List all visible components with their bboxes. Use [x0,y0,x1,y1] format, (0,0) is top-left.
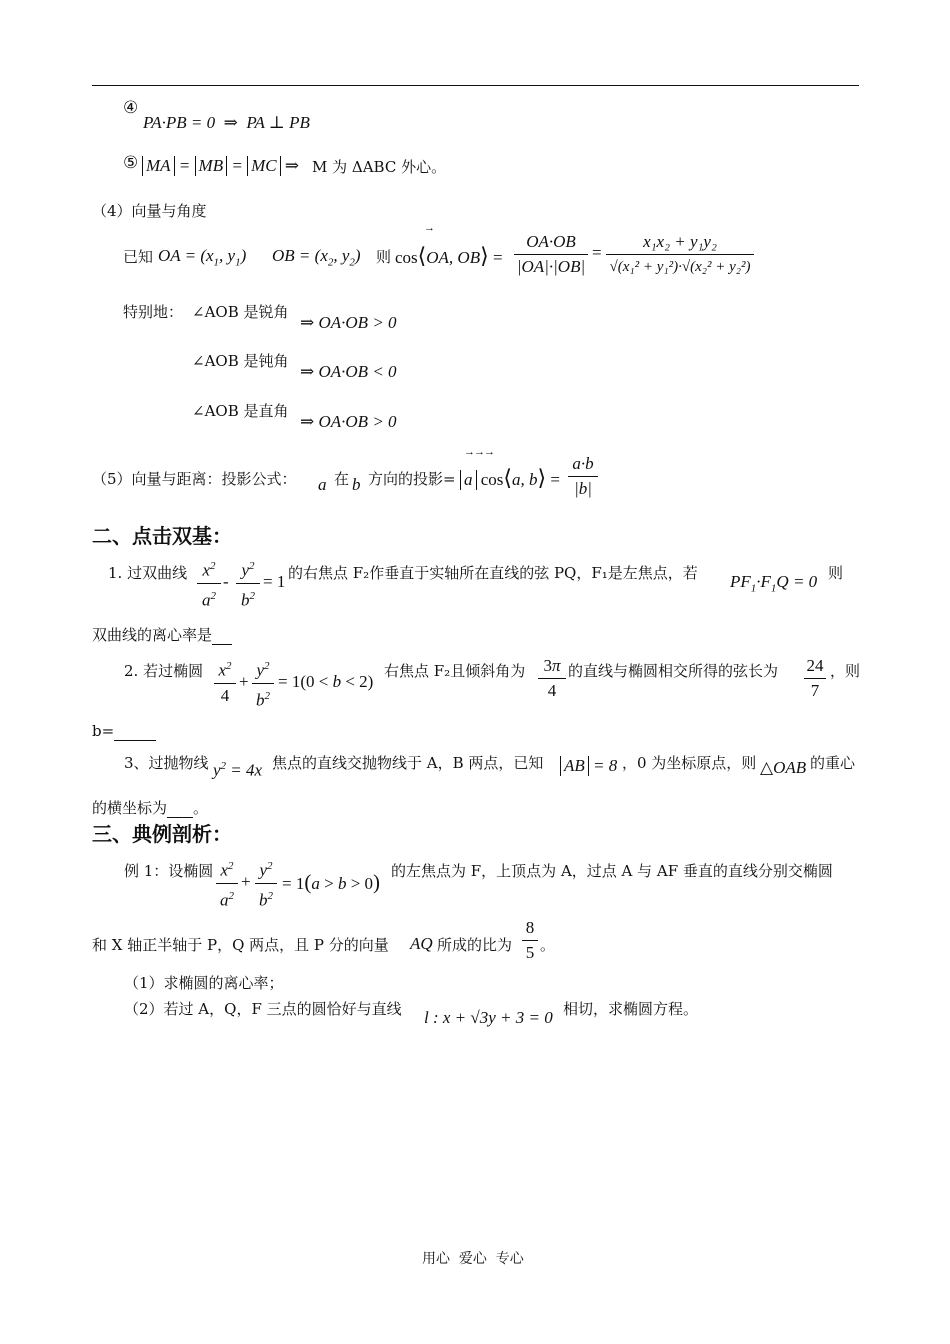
q2-len: 24 7 [804,656,826,701]
sec4-frac1-den: |OA|·|OB| [516,257,586,276]
q3-answer-blank[interactable] [167,799,193,818]
part2-title: 二、点击双基： [92,524,232,548]
ex1-frac-y: $y^2$ $b^2$ [255,856,277,910]
q1-frac-x: $x^2$ $a^2$ [197,556,221,610]
q1-num: 1. 过双曲线 [108,564,188,582]
ex1-aq: AQ [410,934,433,953]
q3-line2 [92,797,208,818]
ex1-plus: + [241,872,251,891]
sec4-oa: OA = ($x_1$, $y_1$) [158,246,247,269]
sec4-special: 特别地： [123,303,184,321]
item5-formula: MA = MB = MC ⇒ [142,156,299,176]
q3-text: 焦点的直线交抛物线于 A，B 两点，已知 [272,754,544,772]
q1-eq-one: = 1 [263,572,286,591]
q3-text2: ，0 为坐标原点，则 [622,754,757,772]
q2-then: ，则 [830,662,861,680]
sec4-equals: = [592,243,602,262]
q3-tri: △OAB [760,758,807,777]
sec5-frac-den: |b| [574,479,592,498]
q1-cond: $PF_1\cdot F_1Q = 0$ [730,572,818,595]
q1-line2-text: 双曲线的离心率是 [92,626,213,644]
q3-ab: AB = 8 [560,756,617,776]
ex1-end: 。 [540,936,556,954]
q2-frac-x: $x^2$ 4 [214,656,236,706]
q2-num: 2. 若过椭圆 [124,662,204,680]
ex1-line-eq: l : x + √3y + 3 = 0 [424,1008,553,1027]
q3-num: 3、过抛物线 [124,754,209,772]
q1-text: 的右焦点 F₂作垂直于实轴所在直线的弦 PQ，F₁是左焦点，若 [288,564,698,582]
item4-formula: PA·PB = 0 ⇒ PA ⊥ PB [143,113,310,132]
sec5-abs-a: a cos⟨a, b⟩ = [460,465,560,491]
ex1-eq-cond: = 1(a > b > 0) [282,870,381,894]
part3-title: 三、典例剖析： [92,822,232,846]
sec5-frac-num: a·b [572,454,594,473]
ex1-frac-x: $x^2$ $a^2$ [216,856,238,910]
item5-label: ⑤ [123,153,139,173]
q2-eq-range: = 1(0 < b < 2) [278,672,374,691]
q1-minus: - [223,572,229,591]
sec4-frac2-den: √(x₁² + y₁²)·√(x₂² + y₂²) [609,259,751,275]
item5-text: M 为 ΔABC 外心。 [312,158,447,176]
q1-line2 [92,624,232,645]
q2-plus: + [239,672,249,691]
ex1-text: 的左焦点为 F，上顶点为 A，过点 A 与 AF 垂直的直线分别交椭圆 [391,862,833,880]
q2-frac-y: $y^2$ $b^2$ [252,656,274,710]
sec4-then: 则 [376,248,392,266]
item4-label: ④ [123,98,139,118]
q1-frac-y: $y^2$ $b^2$ [236,556,260,610]
vector-arrow-icon: → [424,222,435,234]
ex1-sub2b: 相切，求椭圆方程。 [563,1000,699,1018]
case-obtuse-cond: ⇒ OA·OB < 0 [300,362,397,381]
case-acute-cond: ⇒ OA·OB > 0 [300,313,397,332]
sec4-title: （4）向量与角度 [92,202,207,220]
case-right-angle: ∠AOB 是直角 [192,402,289,420]
sec4-frac2-num: x₁x₂ + y₁y₂ [643,232,717,251]
sec5-frac [568,454,598,499]
ex1-ratio: 8 5 [522,918,538,963]
sec5-title: （5）向量与距离：投影公式： [92,470,297,488]
case-right-cond: ⇒ OA·OB > 0 [300,412,397,431]
q2-line2-text: b= [92,722,115,740]
sec4-frac1 [514,232,588,277]
vector-arrows-icon: →→→ [464,446,494,458]
sec5-zai: 在 [334,470,350,488]
q3-end: 。 [193,799,209,817]
sec4-ob: OB = ($x_2$, $y_2$) [272,246,361,269]
sec5-a: a [318,475,327,494]
sec4-given: 已知 [123,248,154,266]
q2-text: 右焦点 F₂且倾斜角为 [384,662,526,680]
q1-answer-blank[interactable] [212,626,232,645]
q2-answer-blank[interactable] [114,722,156,741]
header-rule [92,85,859,86]
sec5-dir: 方向的投影= [368,470,456,488]
q1-then: 则 [828,564,844,582]
sec5-b: b [352,475,361,494]
q2-line2 [92,722,156,741]
ex1-line2b: 所成的比为 [437,936,513,954]
q2-text2: 的直线与椭圆相交所得的弦长为 [568,662,779,680]
case-obtuse-angle: ∠AOB 是钝角 [192,352,289,370]
q2-angle: 3π 4 [538,656,566,701]
sec4-frac1-num: OA·OB [526,232,576,251]
q3-eq: $y^2 = 4x$ [213,760,263,780]
ex1-sub1: （1）求椭圆的离心率； [124,974,284,992]
ex1-line2: 和 X 轴正半轴于 P，Q 两点，且 P 分的向量 [92,936,389,954]
sec4-cos: cos⟨OA, OB⟩ = [395,243,503,268]
ex1-sub2a: （2）若过 A，Q，F 三点的圆恰好与直线 [124,1000,402,1018]
q3-text3: 的重心 [810,754,856,772]
page-footer: 用心 爱心 专心 [422,1251,524,1267]
ex1-label: 例 1：设椭圆 [124,862,214,880]
case-acute-angle: ∠AOB 是锐角 [192,303,289,321]
sec4-frac2 [606,232,754,277]
q3-line2-text: 的横坐标为 [92,799,168,817]
